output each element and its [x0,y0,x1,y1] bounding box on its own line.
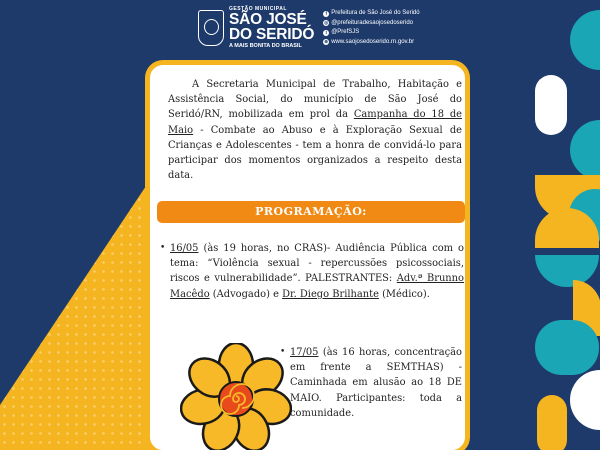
bullet-icon: • [160,243,166,253]
item-text: (Advogado) e [209,288,283,300]
social-text: www.saojosedoserido.rn.gov.br [331,38,415,45]
bullet-icon: • [280,347,286,357]
facebook-icon: f [323,11,329,17]
social-website [323,38,419,48]
program-item-1 [160,241,464,302]
program-banner: PROGRAMAÇÃO: [157,201,465,223]
header [198,6,428,50]
decorative-shapes [475,0,600,450]
social-links [323,9,419,47]
brand-line2: DO SERIDÓ [229,26,315,44]
program-item-2 [280,345,462,421]
social-facebook [323,9,419,19]
item-date: 17/05 [290,347,319,358]
social-twitter [323,28,419,38]
item-text: (às 19 horas, no CRAS)- Audiência Pública com o tema: “Violência sexual - repercussões psicossociais, riscos e vulnerabilidade”. PALESTRANTES: [170,243,464,285]
globe-icon: ⊕ [324,39,329,45]
speaker-name: Adv.ª Brunno Macêdo [170,273,464,300]
right-decoration [475,0,600,450]
flower-icon [180,343,292,450]
brand-logo [229,7,314,50]
social-text: @prefeituradesaojosedoserido [331,19,413,26]
item-text: (às 16 horas, concentração em frente a SEMTHAS) - Caminhada em alusão ao 18 DE MAIO. Participantes: toda a comunidade. [290,347,462,419]
social-text: @PrefSJS [331,29,360,35]
campaign-name: Campanha do 18 de Maio [168,109,462,136]
instagram-icon: ◎ [324,20,329,26]
social-text: Prefeitura de São José do Seridó [331,10,420,16]
twitter-icon: t [323,30,329,36]
intro-text: A Secretaria Municipal de Trabalho, Habitação e Assistência Social, do município de São José do Seridó/RN, mobilizada em prol da [168,79,462,121]
brand-tagline: A MAIS BONITA DO BRASIL [229,42,302,49]
brand-line1: SÃO JOSÉ [229,10,307,28]
item-text: (Médico). [378,288,430,300]
item-date: 16/05 [170,243,199,254]
social-instagram [323,19,419,29]
crest-icon [198,10,224,46]
intro-paragraph [168,77,462,183]
intro-text-end: - Combate ao Abuso e à Exploração Sexual de Crianças e Adolescentes - tem a honra de convidá-lo para participar dos momentos organizados a respeito desta data. [168,124,462,182]
speaker-name: Dr. Diego Brilhante [282,288,379,300]
content-card [145,60,470,450]
brand-small: GESTÃO MUNICIPAL [229,5,287,12]
